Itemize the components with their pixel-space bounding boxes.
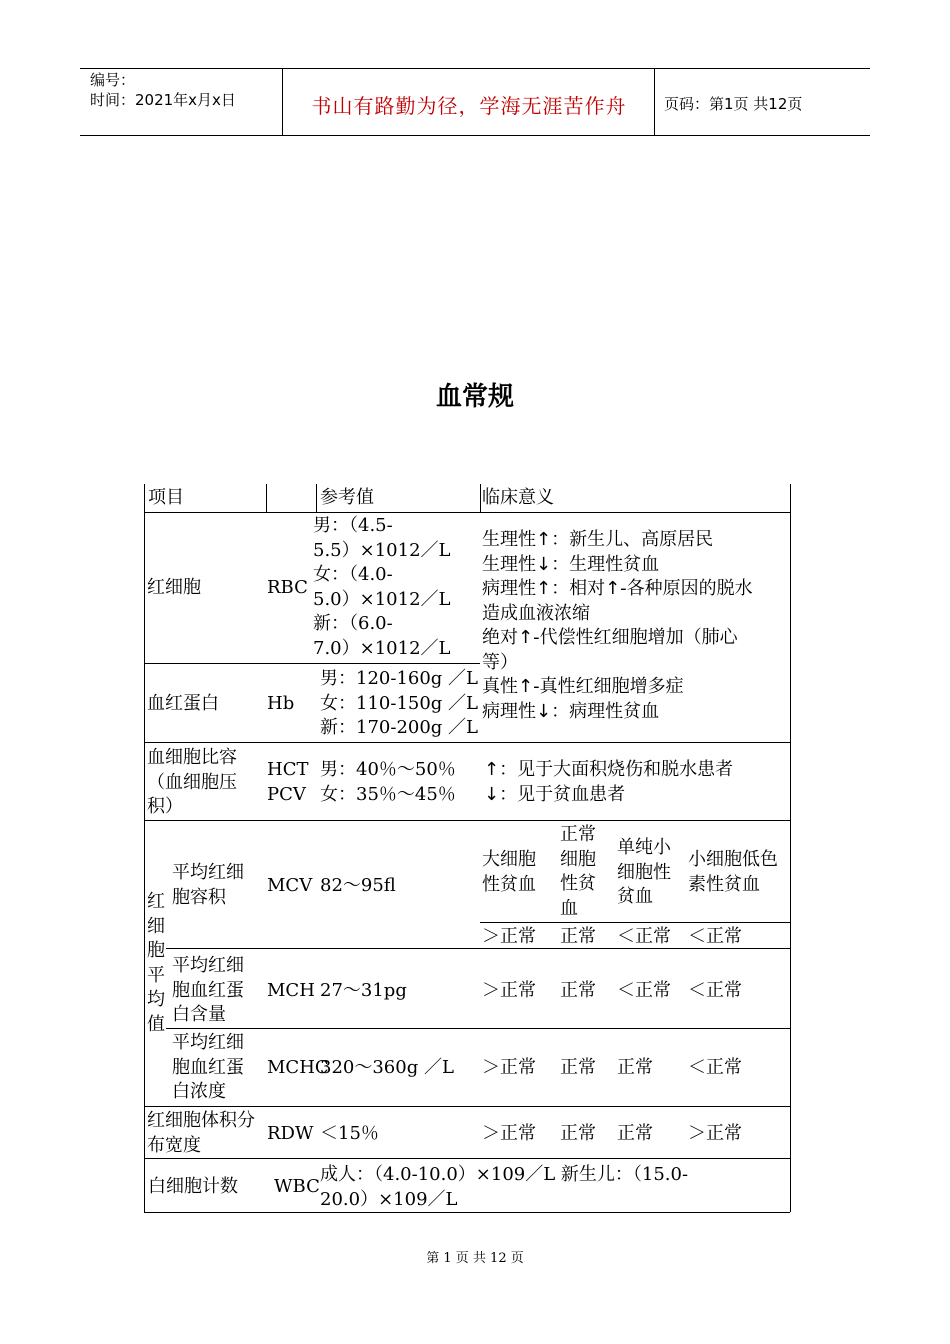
mcv-value: 正常 — [560, 926, 596, 947]
table-rule — [266, 484, 267, 512]
table-rule — [316, 484, 317, 512]
mcv-ref: 82～95fl — [320, 875, 396, 896]
table-rule — [144, 742, 790, 743]
header-ref: 参考值 — [320, 487, 374, 508]
mchc-name: 平均红细 胞血红蛋 白浓度 — [172, 1032, 244, 1102]
rdw-value: ＞正常 — [482, 1123, 536, 1144]
rbc-ref: 男：（4.5- 5.5）×1012／L 女：（4.0- 5.0）×1012／L 新：（6.0- 7.0）×1012／L — [313, 515, 451, 659]
anemia-type-macrocytic: 大细胞 性贫血 — [482, 849, 536, 895]
table-rule — [480, 484, 481, 512]
mchc-ref: 320～360g ／L — [320, 1057, 454, 1078]
mch-value: 正常 — [560, 980, 596, 1001]
mchc-value: 正常 — [560, 1057, 596, 1078]
page-title: 血常规 — [435, 382, 514, 412]
rdw-name: 红细胞体积分 布宽度 — [147, 1110, 255, 1156]
hct-meaning: ↑：见于大面积烧伤和脱水患者 ↓：见于贫血患者 — [484, 759, 734, 805]
table-rule — [144, 820, 790, 821]
mcv-abbr: MCV — [267, 875, 313, 896]
rbc-hb-meaning: 生理性↑：新生儿、高原居民 生理性↓：生理性贫血 病理性↑：相对↑-各种原因的脱水 造成血液浓缩 绝对↑-代偿性红细胞增加（肺心 等） 真性↑-真性红细胞增多症 病理性↓：病理性贫血 — [482, 529, 753, 722]
header-clinical: 临床意义 — [482, 487, 554, 508]
table-rule — [144, 1212, 790, 1213]
rdw-value: ＞正常 — [688, 1123, 742, 1144]
rbc-indices-group-label: 红 细 胞 平 均 值 — [147, 891, 165, 1035]
rbc-abbr: RBC — [267, 577, 308, 598]
header-page-label: 页码：第1页 共12页 — [664, 95, 803, 113]
table-rule — [144, 1106, 790, 1107]
hb-ref: 男：120-160g ／L 女：110-150g ／L 新：170-200g ／L — [320, 668, 478, 738]
table-rule — [144, 663, 480, 664]
wbc-ref: 成人：（4.0-10.0）×109／L 新生儿：（15.0- 20.0）×109／L — [320, 1164, 689, 1210]
mcv-value: ＜正常 — [688, 926, 742, 947]
wbc-abbr: WBC — [274, 1176, 320, 1197]
header-top-rule — [80, 68, 870, 69]
rbc-name: 红细胞 — [147, 577, 201, 598]
table-rule — [144, 1158, 790, 1159]
header-divider-1 — [282, 68, 283, 136]
table-rule — [480, 922, 790, 923]
mch-ref: 27～31pg — [320, 980, 407, 1001]
hct-ref: 男：40％～50％ 女：35％～45％ — [320, 759, 456, 805]
header-time: 时间：2021年x月x日 — [90, 91, 236, 109]
mchc-value: ＞正常 — [482, 1057, 536, 1078]
header-number: 编号： — [90, 71, 136, 89]
rdw-value: 正常 — [560, 1123, 596, 1144]
mchc-value: 正常 — [617, 1057, 653, 1078]
header-bottom-rule — [80, 135, 870, 136]
mch-value: ＜正常 — [617, 980, 671, 1001]
mch-value: ＜正常 — [688, 980, 742, 1001]
table-rule — [144, 512, 790, 513]
header-item: 项目 — [148, 487, 184, 508]
mcv-name: 平均红细 胞容积 — [172, 862, 244, 908]
anemia-type-simple-microcytic: 单纯小 细胞性 贫血 — [617, 837, 671, 907]
mchc-abbr: MCHC — [267, 1057, 329, 1078]
anemia-type-normocytic: 正常 细胞 性贫 血 — [560, 824, 596, 919]
hb-abbr: Hb — [267, 693, 295, 714]
mch-name: 平均红细 胞血红蛋 白含量 — [172, 955, 244, 1025]
rdw-value: 正常 — [617, 1123, 653, 1144]
anemia-type-microcytic-hypochromic: 小细胞低色 素性贫血 — [688, 849, 778, 895]
rdw-abbr: RDW — [267, 1123, 314, 1144]
mchc-value: ＜正常 — [688, 1057, 742, 1078]
header-meta — [90, 70, 236, 110]
header-divider-2 — [654, 68, 655, 136]
rdw-ref: ＜15％ — [320, 1123, 379, 1144]
table-rule — [790, 484, 791, 1212]
table-rule — [166, 1028, 790, 1029]
hct-abbr: HCT PCV — [267, 759, 309, 805]
hb-name: 血红蛋白 — [147, 693, 219, 714]
blood-routine-table — [144, 484, 790, 1212]
mch-value: ＞正常 — [482, 980, 536, 1001]
header-motto: 书山有路勤为径，学海无涯苦作舟 — [311, 94, 627, 118]
mcv-value: ＞正常 — [482, 926, 536, 947]
page-footer: 第 1 页 共 12 页 — [426, 1251, 524, 1266]
mch-abbr: MCH — [267, 980, 315, 1001]
hct-name: 血细胞比容 （血细胞压 积） — [147, 747, 237, 817]
mcv-value: ＜正常 — [617, 926, 671, 947]
table-rule — [144, 484, 145, 1212]
wbc-name: 白细胞计数 — [148, 1176, 238, 1197]
